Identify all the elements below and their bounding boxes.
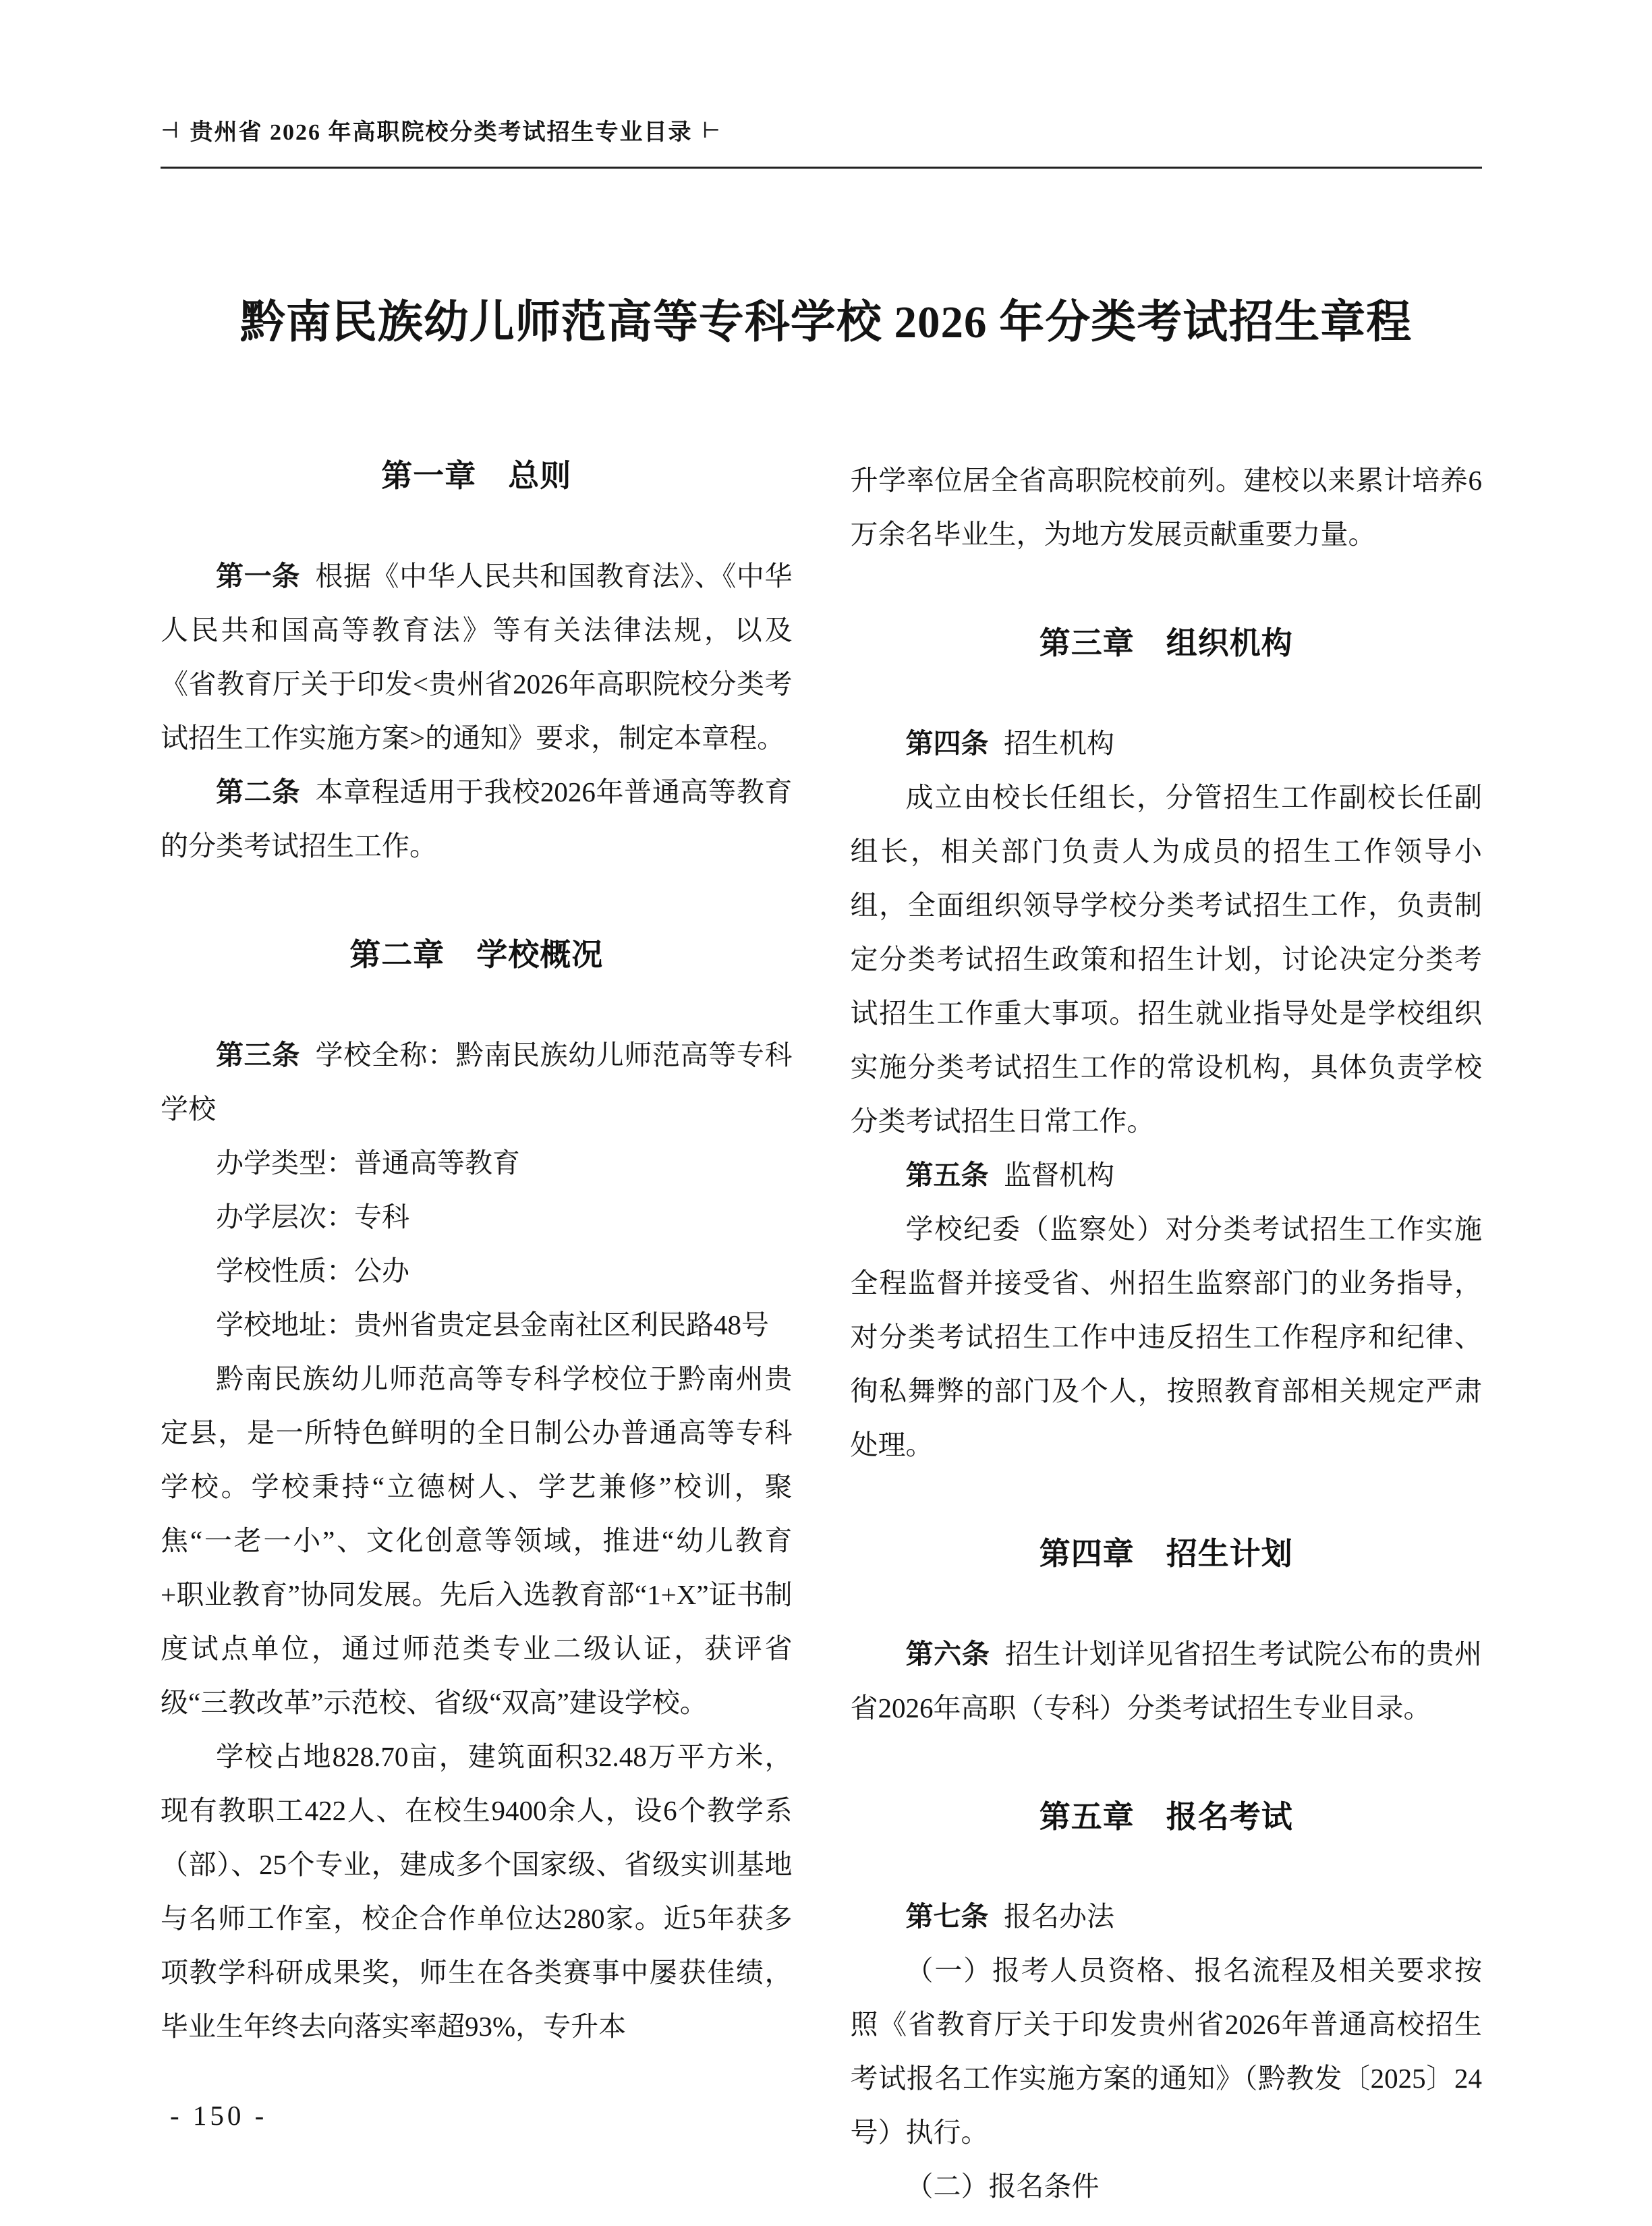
school-level-line: 办学层次：专科 [216,1201,409,1232]
header-left-mark: ⊣ [161,117,181,142]
clause-lead-5: 第五条 [905,1158,989,1191]
header-right-mark: ⊢ [702,117,722,142]
chapter-heading-5: 第五章 报名考试 [1039,1798,1293,1835]
left-column [161,453,793,2053]
clause-lead-7: 第七条 [905,1900,989,1933]
chapter-heading-2: 第二章 学校概况 [349,936,604,973]
clause-text-7: 报名办法 [1004,1901,1115,1933]
clause-paragraph-1 [161,549,793,765]
school-type-line: 办学类型：普通高等教育 [216,1147,520,1178]
clause-text-6: 招生计划详见省招生考试院公布的贵州省2026年高职（专科）分类考试招生专业目录。 [850,1638,1483,1723]
clause-lead-2: 第二条 [216,775,300,808]
clause-text-5: 监督机构 [1004,1159,1115,1191]
clause-lead-4: 第四条 [905,726,989,760]
clause-text-1: 根据《中华人民共和国教育法》、《中华人民共和国高等教育法》等有关法律法规，以及《省教育厅关于印发<贵州省2026年高职院校分类考试招生工作实施方案>的通知》要求，制定本章程。 [161,560,793,753]
chapter-heading-3: 第三章 组织机构 [1039,625,1293,661]
clause-paragraph-6 [851,1627,1483,1735]
registration-conditions-line: （二）报名条件 [905,2171,1100,2202]
registration-requirements-paragraph: （一）报考人员资格、报名流程及相关要求按照《省教育厅关于印发贵州省2026年普通高校招生考试报名工作实施方案的通知》（黔教发〔2025〕24号）执行。 [850,1955,1482,2148]
clause-text-4: 招生机构 [1004,727,1115,759]
page-number: - 150 - [170,2100,268,2131]
admissions-body-paragraph: 成立由校长任组长，分管招生工作副校长任副组长，相关部门负责人为成员的招生工作领导小组，全面组织领导学校分类考试招生工作，负责制定分类考试招生政策和招生计划，讨论决定分类考试招生工作重大事项。招生就业指导处是学校组织实施分类考试招生工作的常设机构，具体负责学校分类考试招生日常工作。 [850,781,1482,1137]
document-title: 黔南民族幼儿师范高等专科学校 2026 年分类考试招生章程 [239,297,1413,347]
clause-lead-3: 第三条 [216,1038,300,1071]
clause-paragraph-3 [161,1028,793,1136]
school-nature-line: 学校性质：公办 [216,1255,409,1286]
chapter-heading-4: 第四章 招生计划 [1039,1535,1293,1572]
page-header [161,113,1482,169]
clause-paragraph-4 [851,716,1483,770]
school-address-line: 学校地址：贵州省贵定县金南社区利民路48号 [216,1309,769,1340]
clause-paragraph-5 [851,1148,1483,1202]
clause-text-3: 学校全称：黔南民族幼儿师范高等专科学校 [161,1039,793,1124]
chapter-heading-1: 第一章 总则 [381,457,572,494]
school-stats-paragraph: 学校占地828.70亩，建筑面积32.48万平方米，现有教职工422人、在校生9400余人，设6个教学系（部）、25个专业，建成多个国家级、省级实训基地与名师工作室，校企合作单位达280家。近5年获多项教学科研成果奖，师生在各类赛事中屡获佳绩，毕业生年终去向落实率超93%，专升本 [161,1740,793,2042]
supervision-paragraph: 学校纪委（监察处）对分类考试招生工作实施全程监督并接受省、州招生监察部门的业务指导，对分类考试招生工作中违反招生工作程序和纪律、徇私舞弊的部门及个人，按照教育部相关规定严肃处理。 [850,1213,1482,1460]
school-intro-paragraph: 黔南民族幼儿师范高等专科学校位于黔南州贵定县，是一所特色鲜明的全日制公办普通高等专科学校。学校秉持“立德树人、学艺兼修”校训，聚焦“一老一小”、文化创意等领域，推进“幼儿教育+职业教育”协同发展。先后入选教育部“1+X”证书制度试点单位，通过师范类专业二级认证，获评省级“三教改革”示范校、省级“双高”建设学校。 [161,1363,793,1718]
clause-paragraph-2 [161,765,793,873]
clause-lead-6: 第六条 [905,1637,990,1670]
continuation-paragraph: 升学率位居全省高职院校前列。建校以来累计培养6万余名毕业生，为地方发展贡献重要力量。 [850,465,1482,550]
two-column-body [161,453,1482,2213]
clause-text-2: 本章程适用于我校2026年普通高等教育的分类考试招生工作。 [161,776,793,861]
right-column [851,453,1483,2213]
header-title: 贵州省 2026 年高职院校分类考试招生专业目录 [190,120,693,145]
clause-paragraph-7 [851,1889,1483,1943]
clause-lead-1: 第一条 [216,559,300,592]
